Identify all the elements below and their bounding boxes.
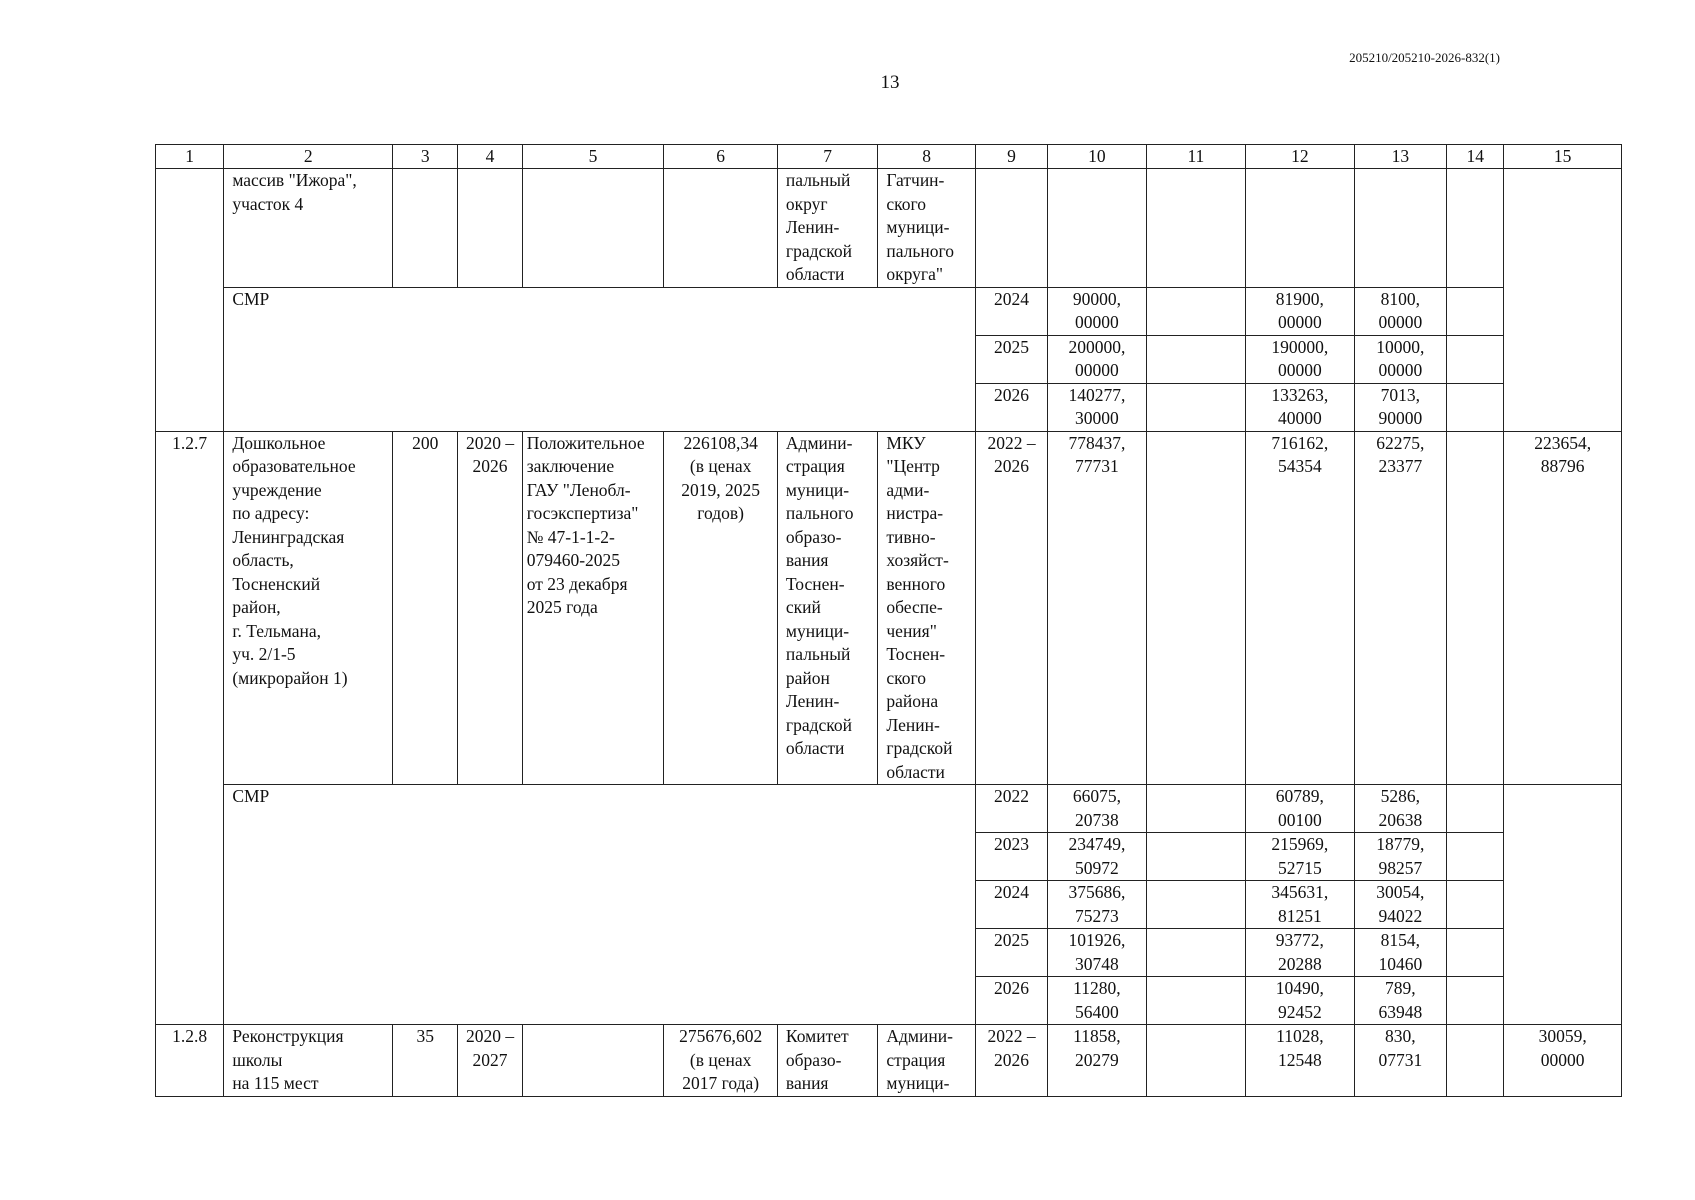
object-name-cell: Реконструкция школы на 115 мест bbox=[224, 1025, 393, 1097]
period-cell: 2020 – 2026 bbox=[458, 431, 522, 785]
column-header: 1 bbox=[156, 145, 224, 169]
capacity-cell: 200 bbox=[393, 431, 458, 785]
col15-cell: 30059, 00000 bbox=[1504, 1025, 1622, 1097]
column-header: 9 bbox=[975, 145, 1047, 169]
regional-cell: 10490, 92452 bbox=[1246, 977, 1355, 1025]
local-cell: 8154, 10460 bbox=[1354, 929, 1446, 977]
empty-cell bbox=[1447, 881, 1504, 929]
total-cell: 778437, 77731 bbox=[1048, 431, 1146, 785]
regional-cell: 190000, 00000 bbox=[1246, 335, 1355, 383]
column-header: 3 bbox=[393, 145, 458, 169]
column-header: 8 bbox=[878, 145, 975, 169]
table-row bbox=[156, 1025, 1622, 1097]
column-header: 13 bbox=[1354, 145, 1446, 169]
object-name-cell: Дошкольное образовательное учреждение по адресу: Ленинградская область, Тосненский район, г. Тельмана, уч. 2/1-5 (микрорайон 1) bbox=[224, 431, 393, 785]
smr-row bbox=[156, 287, 1622, 335]
column-header: 4 bbox=[458, 145, 522, 169]
empty-cell bbox=[1447, 929, 1504, 977]
empty-cell bbox=[1447, 431, 1504, 785]
regional-cell: 716162, 54354 bbox=[1246, 431, 1355, 785]
column-header: 10 bbox=[1048, 145, 1146, 169]
column-header: 5 bbox=[522, 145, 664, 169]
table-row bbox=[156, 431, 1622, 785]
empty-cell bbox=[664, 169, 778, 288]
empty-cell bbox=[1447, 977, 1504, 1025]
local-cell: 30054, 94022 bbox=[1354, 881, 1446, 929]
column-header: 6 bbox=[664, 145, 778, 169]
column-header: 12 bbox=[1246, 145, 1355, 169]
empty-cell bbox=[1447, 169, 1504, 288]
total-cell: 140277, 30000 bbox=[1048, 383, 1146, 431]
empty-cell bbox=[1504, 169, 1622, 432]
empty-cell bbox=[1146, 431, 1245, 785]
column-header: 14 bbox=[1447, 145, 1504, 169]
local-cell: 830, 07731 bbox=[1354, 1025, 1446, 1097]
budget-table bbox=[155, 144, 1622, 1097]
smr-row bbox=[156, 785, 1622, 833]
customer-cell: Админи- страция муници- пального образо- вания Тоснен- ский муници- пальный район Ленин- градской области bbox=[777, 431, 877, 785]
local-cell: 10000, 00000 bbox=[1354, 335, 1446, 383]
empty-cell bbox=[1504, 785, 1622, 1025]
regional-cell: 60789, 00100 bbox=[1246, 785, 1355, 833]
regional-cell: 93772, 20288 bbox=[1246, 929, 1355, 977]
empty-cell bbox=[1146, 1025, 1245, 1097]
column-number-row bbox=[156, 145, 1622, 169]
empty-cell bbox=[1146, 977, 1245, 1025]
local-cell: 7013, 90000 bbox=[1354, 383, 1446, 431]
local-cell: 18779, 98257 bbox=[1354, 833, 1446, 881]
empty-cell bbox=[1354, 169, 1446, 288]
year-cell: 2025 bbox=[975, 929, 1047, 977]
developer-cell: МКУ "Центр адми- нистра- тивно- хозяйст- венного обеспе- чения" Тоснен- ского района Ленин- градской области bbox=[878, 431, 975, 785]
empty-cell bbox=[1447, 335, 1504, 383]
year-cell: 2025 bbox=[975, 335, 1047, 383]
object-name-cell: массив "Ижора", участок 4 bbox=[224, 169, 393, 288]
years-cell: 2022 – 2026 bbox=[975, 1025, 1047, 1097]
document-code: 205210/205210-2026-832(1) bbox=[1349, 50, 1500, 65]
total-cell: 234749, 50972 bbox=[1048, 833, 1146, 881]
local-cell: 62275, 23377 bbox=[1354, 431, 1446, 785]
developer-cell: Гатчин- ского муници- пального округа" bbox=[878, 169, 975, 288]
regional-cell: 215969, 52715 bbox=[1246, 833, 1355, 881]
year-cell: 2023 bbox=[975, 833, 1047, 881]
column-header: 2 bbox=[224, 145, 393, 169]
total-cell: 11858, 20279 bbox=[1048, 1025, 1146, 1097]
capacity-cell: 35 bbox=[393, 1025, 458, 1097]
total-cell: 11280, 56400 bbox=[1048, 977, 1146, 1025]
local-cell: 5286, 20638 bbox=[1354, 785, 1446, 833]
page-number: 13 bbox=[880, 72, 900, 93]
customer-cell: Комитет образо- вания bbox=[777, 1025, 877, 1097]
year-cell: 2026 bbox=[975, 977, 1047, 1025]
empty-cell bbox=[458, 169, 522, 288]
empty-cell bbox=[975, 169, 1047, 288]
column-header: 7 bbox=[777, 145, 877, 169]
empty-cell bbox=[1146, 287, 1245, 335]
year-cell: 2024 bbox=[975, 881, 1047, 929]
empty-cell bbox=[522, 169, 664, 288]
cost-cell: 226108,34 (в ценах 2019, 2025 годов) bbox=[664, 431, 778, 785]
total-cell: 66075, 20738 bbox=[1048, 785, 1146, 833]
empty-cell bbox=[393, 169, 458, 288]
year-cell: 2022 bbox=[975, 785, 1047, 833]
empty-cell bbox=[1146, 169, 1245, 288]
empty-cell bbox=[1146, 881, 1245, 929]
empty-cell bbox=[1146, 785, 1245, 833]
period-cell: 2020 – 2027 bbox=[458, 1025, 522, 1097]
row-number-cell: 1.2.8 bbox=[156, 1025, 224, 1097]
total-cell: 101926, 30748 bbox=[1048, 929, 1146, 977]
row-number-cell: 1.2.7 bbox=[156, 431, 224, 1025]
empty-cell bbox=[1048, 169, 1146, 288]
year-cell: 2024 bbox=[975, 287, 1047, 335]
smr-label-cell: СМР bbox=[224, 287, 976, 431]
regional-cell: 11028, 12548 bbox=[1246, 1025, 1355, 1097]
regional-cell: 345631, 81251 bbox=[1246, 881, 1355, 929]
developer-cell: Админи- страция муници- bbox=[878, 1025, 975, 1097]
column-header: 11 bbox=[1146, 145, 1245, 169]
empty-cell bbox=[1146, 335, 1245, 383]
customer-cell: пальный округ Ленин- градской области bbox=[777, 169, 877, 288]
regional-cell: 133263, 40000 bbox=[1246, 383, 1355, 431]
empty-cell bbox=[1447, 1025, 1504, 1097]
empty-cell bbox=[1146, 833, 1245, 881]
empty-cell bbox=[1447, 287, 1504, 335]
empty-cell bbox=[1146, 383, 1245, 431]
empty-cell bbox=[1447, 383, 1504, 431]
expertise-cell: Положительное заключение ГАУ "Ленобл- госэкспертиза" № 47-1-1-2- 079460-2025 от 23 декабря 2025 года bbox=[522, 431, 664, 785]
table-row bbox=[156, 169, 1622, 288]
total-cell: 90000, 00000 bbox=[1048, 287, 1146, 335]
year-cell: 2026 bbox=[975, 383, 1047, 431]
local-cell: 8100, 00000 bbox=[1354, 287, 1446, 335]
empty-cell bbox=[1246, 169, 1355, 288]
total-cell: 200000, 00000 bbox=[1048, 335, 1146, 383]
col15-cell: 223654, 88796 bbox=[1504, 431, 1622, 785]
cost-cell: 275676,602 (в ценах 2017 года) bbox=[664, 1025, 778, 1097]
local-cell: 789, 63948 bbox=[1354, 977, 1446, 1025]
smr-label-cell: СМР bbox=[224, 785, 976, 1025]
empty-cell bbox=[1447, 833, 1504, 881]
empty-cell bbox=[1146, 929, 1245, 977]
empty-cell bbox=[1447, 785, 1504, 833]
total-cell: 375686, 75273 bbox=[1048, 881, 1146, 929]
years-cell: 2022 – 2026 bbox=[975, 431, 1047, 785]
expertise-cell bbox=[522, 1025, 664, 1097]
row-number-cell bbox=[156, 169, 224, 432]
regional-cell: 81900, 00000 bbox=[1246, 287, 1355, 335]
column-header: 15 bbox=[1504, 145, 1622, 169]
